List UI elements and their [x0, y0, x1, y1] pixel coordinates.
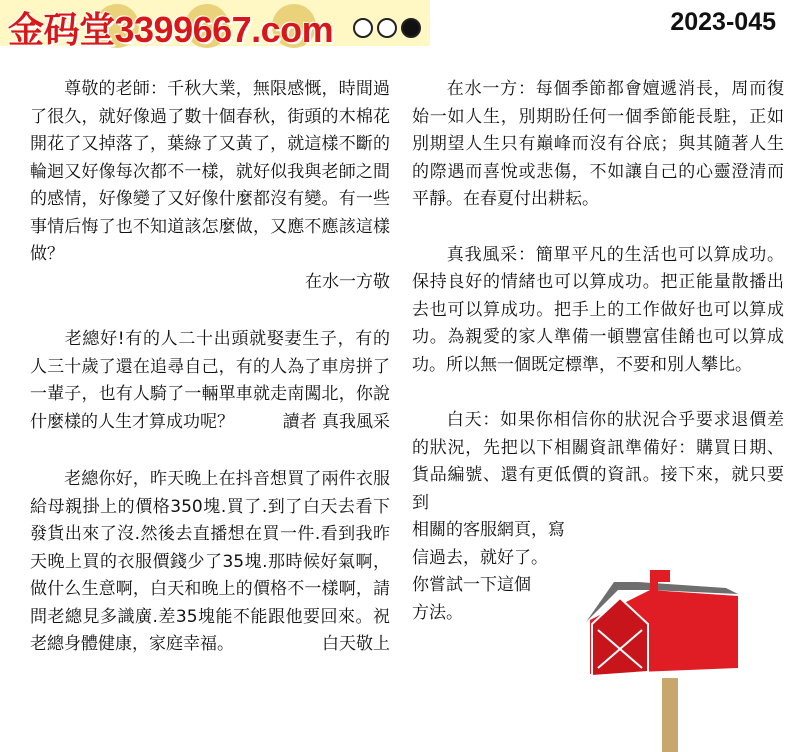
letter-paragraph: [30, 466, 390, 659]
letter-signature: 在水一方敬: [305, 271, 390, 292]
issue-number: 2023-045: [670, 8, 776, 36]
dot-icon: [401, 18, 421, 38]
reply-text: 白天：如果你相信你的狀況合乎要求退價差的狀況，先把以下相關資訊準備好：購買日期、貨品編號、還有更低價的資訊。接下來，就只要到: [412, 410, 784, 513]
dot-icon: [353, 18, 373, 38]
decorative-dots: [353, 18, 425, 42]
reply-line: 相關的客服網頁，寫: [412, 520, 565, 540]
reply-line: 方法。: [412, 602, 463, 623]
reply-text: 真我風采：簡單平凡的生活也可以算成功。保持良好的情緒也可以算成功。把正能量散播出去也可以算成功。把手上的工作做好也可以算成功。為親愛的家人準備一頓豐富佳餚也可以算成功。所以無一個既定標準，不要和別人攀比。: [412, 244, 784, 375]
reply-line: 信過去，就好了。: [412, 547, 548, 568]
reply-text: 在水一方：每個季節都會嬗遞消長，周而復始一如人生，別期盼任何一個季節能長駐，正如別期望人生只有巔峰而沒有谷底；與其隨著人生的際遇而喜悅或悲傷，不如讓自己的心靈澄清而平靜。在春夏付出耕耘。: [412, 79, 784, 209]
mailbox-post: [662, 678, 678, 752]
letter-paragraph: [30, 76, 390, 269]
brand-logo-text: 金码堂3399667.com: [8, 9, 334, 50]
letter-signature: 讀者 真我風采: [282, 411, 390, 432]
dot-icon: [377, 18, 397, 38]
letter-text: 老總好!有的人二十出頭就娶妻生子，有的人三十歲了還在追尋自己，有的人為了車房拼了一輩子，也有人騎了一輛單車就走南闖北，你說什麼樣的人生才算成功呢？: [30, 329, 390, 432]
letter-signature: 白天敬上: [322, 634, 390, 654]
reply-line: 你嘗試一下這個: [412, 575, 531, 595]
reply-paragraph: [412, 407, 784, 517]
replies-column: [412, 76, 784, 627]
reply-paragraph: [412, 76, 784, 214]
letters-column: [30, 76, 390, 659]
mailbox-illustration: [578, 568, 748, 752]
letter-text: 尊敬的老師：千秋大業，無限感慨，時間過了很久，就好像過了數十個春秋，街頭的木棉花開花了又掉落了，葉綠了又黃了，就這樣不斷的輪迴又好像每次都不一樣，就好似我與老師之間的感情，好像變了又好像什麼都沒有變。有一些事情后悔了也不知道該怎麼做，又應不應該這樣做？: [30, 79, 390, 264]
letter-text: 老總你好，昨天晚上在抖音想買了兩件衣服給母親掛上的價格350塊.買了.到了白天去看下發貨出來了沒.然後去直播想在買一件.看到我昨天晚上買的衣服價錢少了35塊.那時候好氣啊，做什么生意啊，白天和晚上的價格不一樣啊，請問老總見多識廣.差35塊能不能跟他要回來。祝老總身體健康，家庭幸福。: [30, 469, 390, 654]
reply-continuation: [412, 517, 582, 627]
reply-paragraph: [412, 242, 784, 380]
letter-paragraph: [30, 326, 390, 436]
